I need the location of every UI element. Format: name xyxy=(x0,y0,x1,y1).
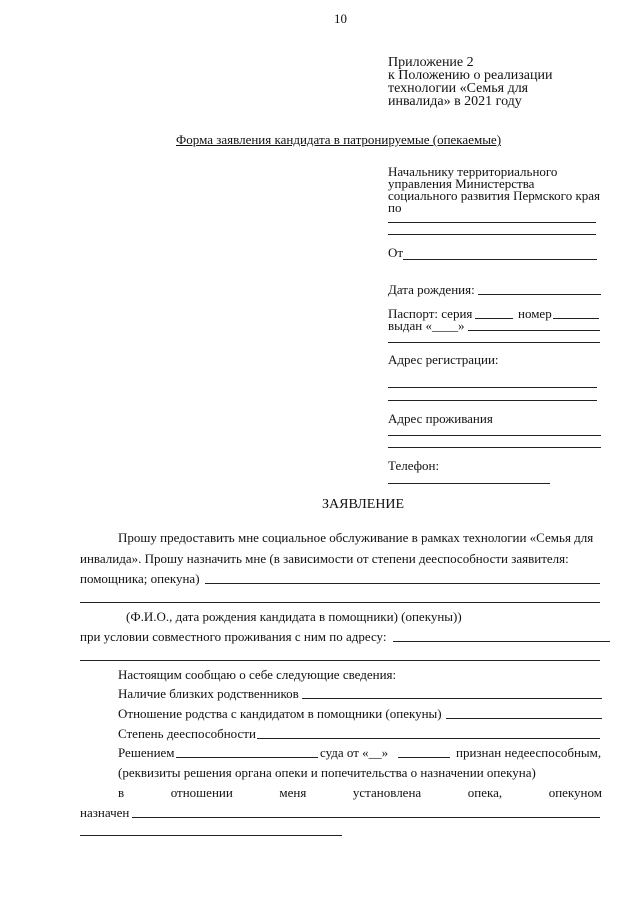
addressee-line-3: социального развития Пермского края xyxy=(388,188,601,203)
passport-number-label: номер xyxy=(518,306,552,321)
statement-heading: ЗАЯВЛЕНИЕ xyxy=(322,497,405,512)
guardianship-line xyxy=(118,786,602,800)
fio-hint: (Ф.И.О., дата рождения кандидата в помощники) (опекуны)) xyxy=(126,609,462,624)
appendix-line-4: инвалида» в 2021 году xyxy=(388,94,522,109)
live-address-label: Адрес проживания xyxy=(388,411,493,426)
capacity-blank[interactable] xyxy=(257,738,600,739)
addressee-line-4: по xyxy=(388,200,402,215)
passport-series-blank[interactable] xyxy=(475,318,513,319)
guardian-blank-2[interactable] xyxy=(80,835,342,836)
guardian-blank-1[interactable] xyxy=(132,817,600,818)
court-blank[interactable] xyxy=(176,757,318,758)
live-address-blank-1[interactable] xyxy=(388,435,601,436)
addressee-blank-1[interactable] xyxy=(388,222,596,223)
body-p1-line-1: Прошу предоставить мне социальное обслуживание в рамках технологии «Семья для xyxy=(118,530,594,545)
guard-word-6: опекуном xyxy=(548,785,602,800)
incapacity-label: признан недееспособным, xyxy=(456,745,602,760)
live-address-blank-2[interactable] xyxy=(388,447,601,448)
assistant-blank-1[interactable] xyxy=(205,583,600,584)
guard-word-2: отношении xyxy=(170,785,233,800)
cohabitation-label: при условии совместного проживания с ним по адресу: xyxy=(80,629,387,644)
issued-label: выдан «____» xyxy=(388,318,465,333)
addressee-blank-2[interactable] xyxy=(388,234,596,235)
passport-series-label: Паспорт: серия xyxy=(388,306,473,321)
appendix-line-2: к Положению о реализации xyxy=(388,68,553,83)
assistant-blank-2[interactable] xyxy=(80,602,600,603)
passport-blank-2[interactable] xyxy=(388,342,600,343)
reg-address-blank-1[interactable] xyxy=(388,387,597,388)
guard-word-5: опека, xyxy=(467,785,503,800)
passport-number-blank[interactable] xyxy=(553,318,599,319)
appointed-label: назначен xyxy=(80,805,130,820)
page-number: 10 xyxy=(334,11,347,26)
body-p1-line-2: инвалида». Прошу назначить мне (в зависимости от степени дееспособности заявителя: xyxy=(80,551,569,566)
relation-blank[interactable] xyxy=(446,718,602,719)
court-date-blank[interactable] xyxy=(398,757,450,758)
cohabitation-blank-2[interactable] xyxy=(80,660,600,661)
relation-label: Отношение родства с кандидатом в помощники (опекуны) xyxy=(118,706,442,721)
guard-word-4: установлена xyxy=(352,785,422,800)
from-label: От xyxy=(388,245,404,260)
phone-blank[interactable] xyxy=(388,483,550,484)
birth-date-blank[interactable] xyxy=(478,294,601,295)
relatives-blank[interactable] xyxy=(302,698,602,699)
cohabitation-blank-1[interactable] xyxy=(393,641,610,642)
decision-label: Решением xyxy=(118,745,175,760)
from-blank[interactable] xyxy=(403,259,597,260)
issued-blank[interactable] xyxy=(468,330,600,331)
appendix-line-1: Приложение 2 xyxy=(388,55,474,70)
addressee-line-2: управления Министерства xyxy=(388,176,535,191)
addressee-line-1: Начальнику территориального xyxy=(388,164,558,179)
guard-word-1: в xyxy=(118,785,125,800)
birth-date-label: Дата рождения: xyxy=(388,282,475,297)
requisites-hint: (реквизиты решения органа опеки и попечительства о назначении опекуна) xyxy=(118,765,536,780)
relatives-label: Наличие близких родственников xyxy=(118,686,299,701)
info-label: Настоящим сообщаю о себе следующие сведения: xyxy=(118,667,397,682)
court-date-label: суда от «__» xyxy=(320,745,389,760)
form-title: Форма заявления кандидата в патронируемые (опекаемые) xyxy=(176,132,502,147)
appendix-line-3: технологии «Семья для xyxy=(388,81,529,96)
reg-address-label: Адрес регистрации: xyxy=(388,352,499,367)
guard-word-3: меня xyxy=(279,785,307,800)
phone-label: Телефон: xyxy=(388,458,440,473)
capacity-label: Степень дееспособности xyxy=(118,726,256,741)
body-p1-line-3: помощника; опекуна) xyxy=(80,571,200,586)
reg-address-blank-2[interactable] xyxy=(388,400,597,401)
